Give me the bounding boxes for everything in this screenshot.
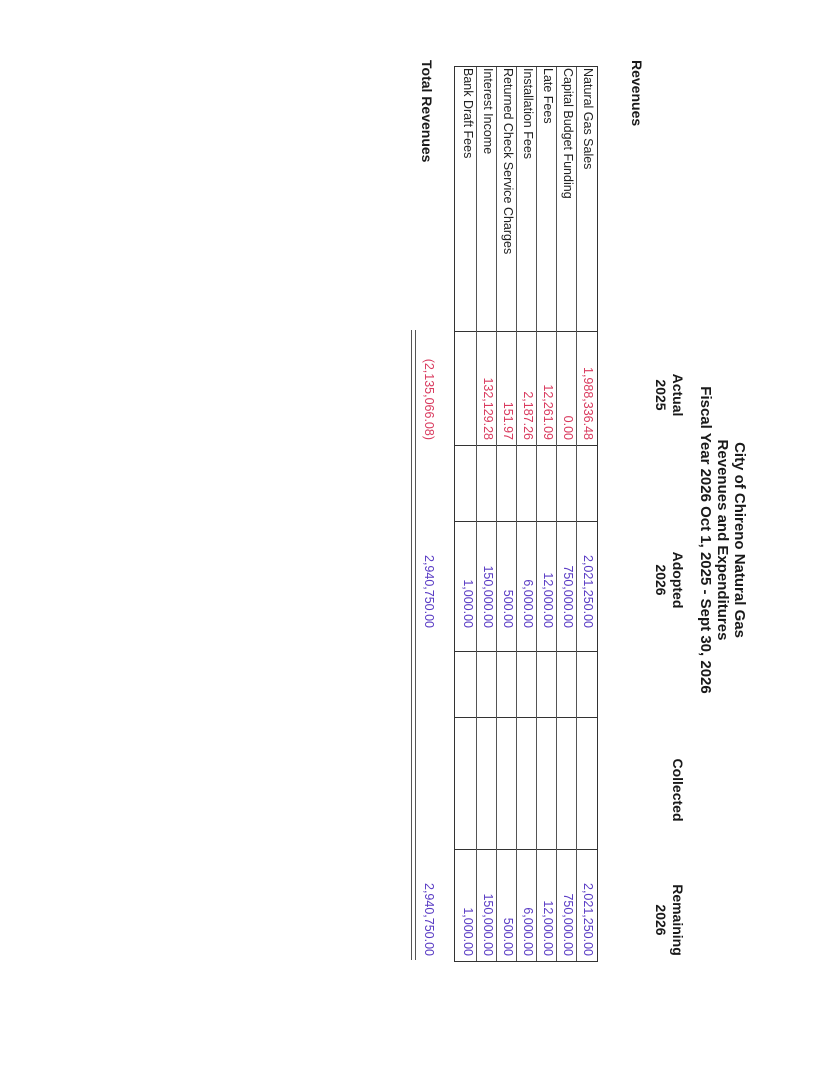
row-actual-value: 132,129.28 [481,377,495,440]
total-actual-value: (2,135,066.08) [422,358,436,440]
column-header-remaining [652,865,686,975]
row-actual-value [458,332,478,440]
row-adopted-value: 12,000.00 [541,572,555,628]
row-adopted-value: 2,021,250.00 [581,555,595,628]
row-actual-value: 12,261.09 [541,384,555,440]
row-label: Returned Check Service Charges [501,68,515,255]
column-header-remaining-year: 2026 [653,904,669,936]
column-header-actual-label: Actual [670,373,686,417]
row-adopted-value: 500.00 [501,589,515,628]
column-header-adopted [652,525,686,635]
row-remaining-value: 150,000.00 [481,893,495,956]
column-header-actual-year: 2025 [653,379,669,411]
total-remaining-value: 2,940,750.00 [422,883,436,956]
total-revenues-label: Total Revenues [419,60,435,163]
column-header-actual [652,340,686,450]
row-label: Capital Budget Funding [561,68,575,199]
report-title: City of Chireno Natural Gas [731,442,748,638]
row-remaining-value: 6,000.00 [521,907,535,956]
row-remaining-value: 500.00 [501,917,515,956]
fiscal-year-range: Fiscal Year 2026 Oct 1, 2025 - Sept 30, 2026 [697,386,714,694]
section-heading-revenues: Revenues [629,60,645,127]
row-actual-value: 2,187.26 [521,391,535,440]
total-double-underline [411,330,416,960]
row-label: Bank Draft Fees [461,68,475,159]
row-remaining-value: 12,000.00 [541,900,555,956]
row-actual-value: 1,988,336.48 [581,367,595,440]
row-actual-value: 151.97 [501,401,515,440]
total-adopted-value: 2,940,750.00 [422,555,436,628]
row-adopted-value: 150,000.00 [481,565,495,628]
column-header-adopted-label: Adopted [670,551,686,609]
row-label: Natural Gas Sales [581,68,595,170]
column-header-collected [669,735,686,845]
row-adopted-value: 750,000.00 [561,565,575,628]
column-header-adopted-year: 2026 [653,564,669,596]
row-adopted-value: 1,000.00 [461,579,475,628]
row-remaining-value: 750,000.00 [561,893,575,956]
row-label: Installation Fees [521,68,535,160]
row-remaining-value: 1,000.00 [461,907,475,956]
report-subtitle: Revenues and Expenditures [714,439,731,641]
row-remaining-value: 2,021,250.00 [581,883,595,956]
row-label: Late Fees [541,68,555,124]
column-header-collected-label: Collected [670,758,686,822]
column-header-remaining-label: Remaining [670,884,686,956]
row-actual-value: 0.00 [561,415,575,440]
row-label: Interest Income [481,68,495,155]
row-adopted-value: 6,000.00 [521,579,535,628]
